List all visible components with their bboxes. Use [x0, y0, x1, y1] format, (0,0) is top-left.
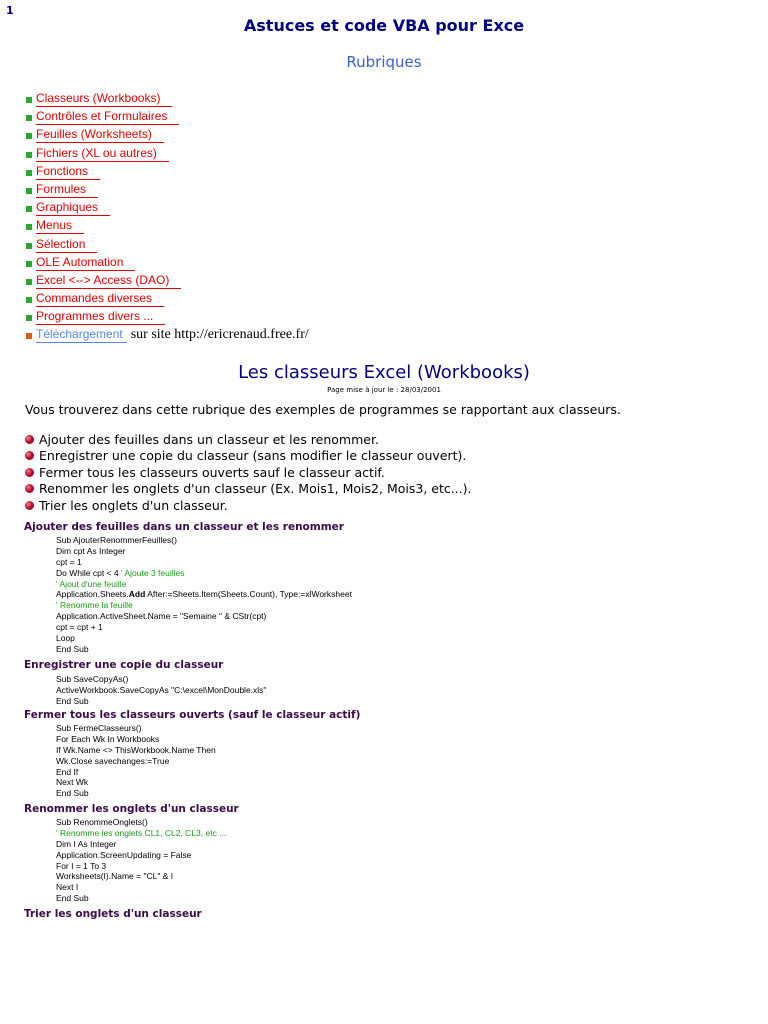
topic-text[interactable]: Trier les onglets d'un classeur.	[39, 497, 228, 513]
green-square-bullet-icon	[26, 243, 32, 249]
intro-text: Vous trouverez dans cette rubrique des exemples de programmes se rapportant aux classeurs.	[25, 402, 621, 417]
topic-text[interactable]: Fermer tous les classeurs ouverts sauf le classeur actif.	[39, 464, 385, 480]
green-square-bullet-icon	[26, 152, 32, 158]
nav-link-fichiers[interactable]: Fichiers (XL ou autres)	[36, 146, 169, 162]
nav-link-classeurs[interactable]: Classeurs (Workbooks)	[36, 91, 172, 107]
topic-item	[25, 464, 472, 481]
nav-item-commandes	[26, 290, 181, 308]
code-line: cpt = cpt + 1	[56, 622, 103, 633]
nav-link-graphiques[interactable]: Graphiques	[36, 200, 110, 216]
code-block-add-sheets	[56, 535, 352, 655]
topic-text[interactable]: Ajouter des feuilles dans un classeur et les renommer.	[39, 431, 379, 447]
code-line: Next I	[56, 882, 79, 893]
nav-item-formules	[26, 181, 181, 199]
download-site-text: sur site http://ericrenaud.free.fr/	[130, 327, 309, 342]
code-text: After:=Sheets.Item(Sheets.Count), Type:=xlWorksheet	[145, 589, 352, 600]
code-line: Wk.Close savechanges:=True	[56, 755, 170, 766]
green-square-bullet-icon	[26, 279, 32, 285]
green-square-bullet-icon	[26, 115, 32, 121]
code-line: Loop	[56, 633, 75, 644]
red-ball-bullet-icon	[25, 484, 34, 493]
code-line: End Sub	[56, 643, 89, 654]
rubriques-list	[26, 90, 181, 326]
nav-link-controles[interactable]: Contrôles et Formulaires	[36, 109, 179, 125]
topic-item	[25, 448, 472, 465]
code-block-rename-tabs	[56, 817, 226, 904]
nav-item-programmes	[26, 308, 181, 326]
nav-link-fonctions[interactable]: Fonctions	[36, 164, 100, 180]
nav-link-commandes[interactable]: Commandes diverses	[36, 291, 164, 307]
code-line: For I = 1 To 3	[56, 860, 107, 871]
code-line: For Each Wk In Workbooks	[56, 733, 160, 744]
green-square-bullet-icon	[26, 188, 32, 194]
green-square-bullet-icon	[26, 297, 32, 303]
code-line: Worksheets(I).Name = "CL" & I	[56, 871, 174, 882]
code-comment: ' Ajoute 3 feuilles	[120, 567, 185, 578]
nav-item-fichiers	[26, 145, 181, 163]
code-line: End Sub	[56, 893, 89, 904]
code-line: Dim cpt As Integer	[56, 545, 126, 556]
green-square-bullet-icon	[26, 97, 32, 103]
code-line: ActiveWorkbook.SaveCopyAs "C:\excel\MonDouble.xls"	[56, 684, 267, 695]
code-heading-save-copy: Enregistrer une copie du classeur	[24, 659, 224, 671]
code-line: Sub RenommeOnglets()	[56, 817, 148, 827]
site-title: Astuces et code VBA pour Exce	[243, 16, 525, 35]
nav-link-programmes[interactable]: Programmes divers ...	[36, 309, 165, 325]
code-heading-close-all: Fermer tous les classeurs ouverts (sauf le classeur actif)	[24, 709, 361, 721]
code-line: Dim I As Integer	[56, 838, 117, 849]
nav-item-controles	[26, 108, 181, 126]
code-line: cpt = 1	[56, 556, 82, 567]
code-line: Application.ScreenUpdating = False	[56, 849, 192, 860]
code-line: Sub FermeClasseurs()	[56, 723, 142, 733]
code-text: Application.Sheets.	[56, 589, 129, 600]
code-line: End Sub	[56, 788, 89, 799]
nav-item-ole-automation	[26, 254, 181, 272]
code-comment-line: ' Renomme les onglets CL1, CL2, CL3, etc ...	[56, 827, 227, 838]
red-ball-bullet-icon	[25, 468, 34, 477]
nav-item-feuilles	[26, 126, 181, 144]
green-square-bullet-icon	[26, 261, 32, 267]
green-square-bullet-icon	[26, 206, 32, 212]
rubriques-heading: Rubriques	[346, 53, 422, 71]
nav-link-ole-automation[interactable]: OLE Automation	[36, 255, 135, 271]
nav-item-menus	[26, 217, 181, 235]
code-text: Do While cpt < 4	[56, 567, 119, 578]
code-heading-add-sheets: Ajouter des feuilles dans un classeur et les renommer	[24, 521, 344, 533]
code-line: Sub SaveCopyAs()	[56, 674, 129, 684]
orange-square-bullet-icon	[26, 333, 32, 339]
green-square-bullet-icon	[26, 224, 32, 230]
green-square-bullet-icon	[26, 170, 32, 176]
code-line: End If	[56, 766, 79, 777]
topic-item	[25, 481, 472, 498]
code-block-save-copy	[56, 674, 266, 707]
topic-list	[25, 431, 472, 514]
code-line	[56, 568, 352, 579]
nav-item-selection	[26, 236, 181, 254]
topic-text[interactable]: Enregistrer une copie du classeur (sans modifier le classeur ouvert).	[39, 448, 467, 464]
nav-link-selection[interactable]: Sélection	[36, 237, 97, 253]
green-square-bullet-icon	[26, 133, 32, 139]
section-title: Les classeurs Excel (Workbooks)	[238, 362, 530, 383]
nav-link-feuilles[interactable]: Feuilles (Worksheets)	[36, 127, 164, 143]
red-ball-bullet-icon	[25, 435, 34, 444]
topic-item	[25, 431, 472, 448]
code-heading-rename-tabs: Renommer les onglets d'un classeur	[24, 803, 239, 815]
nav-item-graphiques	[26, 199, 181, 217]
nav-link-formules[interactable]: Formules	[36, 182, 98, 198]
code-comment-line: ' Ajout d'une feuille	[56, 578, 127, 589]
code-line: End Sub	[56, 695, 89, 706]
download-link[interactable]: Téléchargement	[36, 327, 127, 343]
nav-item-classeurs	[26, 90, 181, 108]
code-line: Sub AjouterRenommerFeuilles()	[56, 535, 177, 545]
page-number: 1	[6, 4, 14, 17]
code-line: If Wk.Name <> ThisWorkbook.Name Then	[56, 744, 216, 755]
code-heading-sort-tabs: Trier les onglets d'un classeur	[24, 908, 202, 920]
nav-link-excel-access[interactable]: Excel <--> Access (DAO)	[36, 273, 181, 289]
red-ball-bullet-icon	[25, 451, 34, 460]
code-line	[56, 589, 352, 600]
code-block-close-all	[56, 723, 216, 799]
topic-item	[25, 497, 472, 514]
red-ball-bullet-icon	[25, 501, 34, 510]
code-keyword: Add	[128, 589, 146, 600]
nav-item-excel-access	[26, 272, 181, 290]
code-line: Application.ActiveSheet.Name = "Semaine " & CStr(cpt)	[56, 611, 267, 622]
updated-date: Page mise à jour le : 28/03/2001	[327, 386, 441, 394]
nav-item-fonctions	[26, 163, 181, 181]
code-comment-line: ' Renomme la feuille	[56, 600, 133, 611]
nav-link-menus[interactable]: Menus	[36, 218, 84, 234]
green-square-bullet-icon	[26, 315, 32, 321]
topic-text[interactable]: Renommer les onglets d'un classeur (Ex. Mois1, Mois2, Mois3, etc...).	[39, 481, 472, 497]
code-line: Next Wk	[56, 777, 89, 788]
download-row	[26, 327, 309, 343]
